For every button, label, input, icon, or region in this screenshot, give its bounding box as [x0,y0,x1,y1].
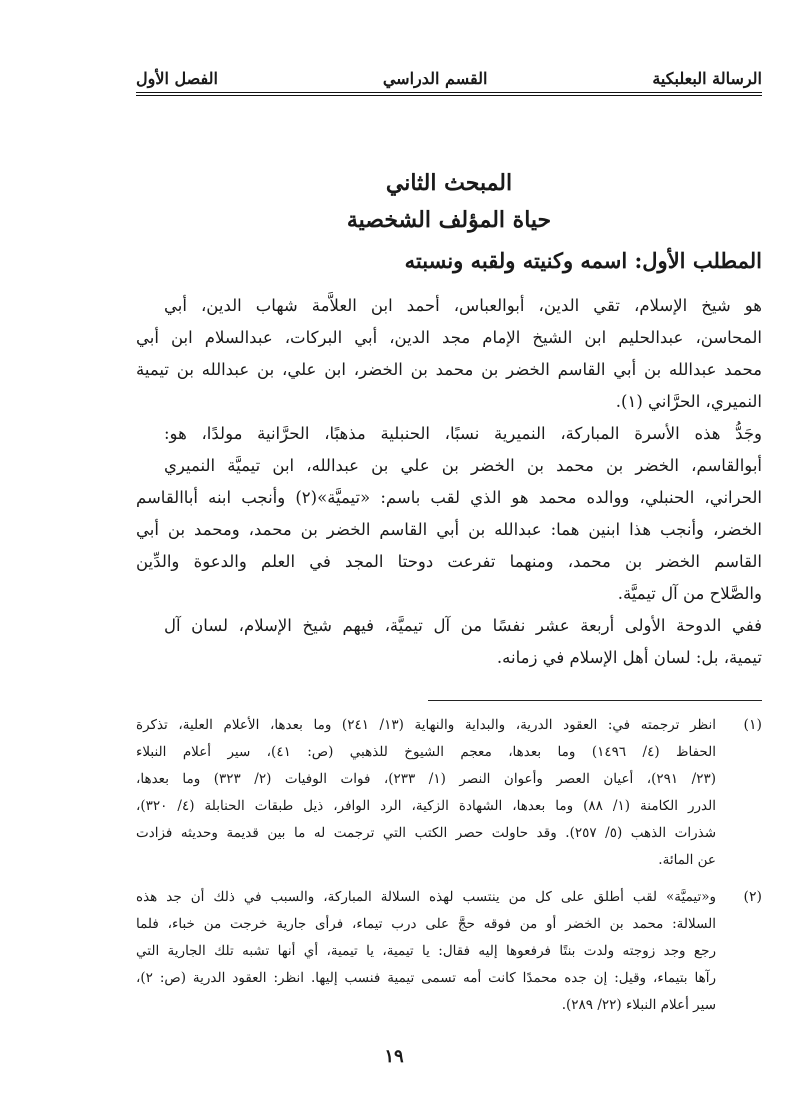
footnote-number: (١) [743,717,762,733]
header-rule [136,92,762,96]
footnote-number: (٢) [743,889,762,905]
footnote-line: انظر ترجمته في: العقود الدرية، والبداية والنهاية (١٣/ ٢٤١) وما بعدها، الأعلام العلية، تذكرة [136,717,716,733]
header-book-title: الرسالة البعلبكية [652,69,762,88]
footnote-line: عن المائة. [658,852,716,868]
footnote-line: السلالة: محمد بن الخضر أو من فوقه حجَّ على درب تيماء، فرأى جارية خرجت من خباء، فلما [136,916,716,932]
section-heading: المبحث الثاني [385,170,513,196]
body-line: القاسم الخضر بن محمد، ومنهما تفرعت دوحتا المجد في العلم والدعوة والدِّين [136,552,762,571]
section-title: حياة المؤلف الشخصية [346,207,552,233]
body-line: تيمية، بل: لسان أهل الإسلام في زمانه. [496,648,762,667]
body-line: الحراني، الحنبلي، ووالده محمد هو الذي لقب باسم: «تيميَّة»(٢) وأنجب ابنه أباالقاسم [136,488,762,507]
footnote-line: الدرر الكامنة (١/ ٨٨) وما بعدها، الشهادة الزكية، الرد الوافر، ذيل طبقات الحنابلة (٤/ ٣٢٠)، [136,798,716,814]
body-line: ففي الدوحة الأولى أربعة عشر نفسًا من آل تيميَّة، فيهم شيخ الإسلام، لسان آل [164,616,762,635]
header-part-title: القسم الدراسي [382,69,488,88]
body-line: وجَدُّ هذه الأسرة المباركة، النميرية نسبًا، الحنبلية مذهبًا، الحرَّانية مولدًا، هو: [164,424,762,443]
body-line: الخضر، وأنجب هذا ابنين هما: عبدالله بن أبي القاسم الخضر بن محمد، ومحمد بن أبي [136,520,762,539]
page-number: ١٩ [384,1046,404,1067]
footnote-line: (٢٣/ ٢٩١)، أعيان العصر وأعوان النصر (١/ ٢٣٣)، فوات الوفيات (٢/ ٣٢٣) وما بعدها، [136,771,716,787]
footnote-line: رآها بتيماء، وقيل: إن جده محمدًا كانت أمه تسمى تيمية فنسب إليها. انظر: العقود الدرية (ص: ٢)، [136,970,716,986]
header-chapter-title: الفصل الأول [136,69,218,88]
body-line: محمد عبدالله بن أبي القاسم الخضر بن محمد بن الخضر، ابن علي، بن عبدالله بن تيمية [136,360,762,379]
subsection-heading: المطلب الأول: اسمه وكنيته ولقبه ونسبته [404,248,762,273]
body-line: النميري، الحرَّاني (١). [615,392,762,411]
body-line: المحاسن، عبدالحليم ابن الشيخ الإمام مجد الدين، أبي البركات، عبدالسلام ابن أبي [136,328,762,347]
footnote-separator [428,700,762,701]
footnote-line: الحفاظ (٤/ ١٤٩٦) وما بعدها، معجم الشيوخ للذهبي (ص: ٤١)، سير أعلام النبلاء [136,744,716,760]
body-line: أبوالقاسم، الخضر بن محمد بن الخضر بن علي بن عبدالله، ابن تيميَّة النميري [164,456,762,475]
footnote-line: و«تيميَّة» لقب أطلق على كل من ينتسب لهذه السلالة المباركة، والسبب في ذلك أن جد هذه [136,889,716,905]
footnote-line: رجع وجد زوجته ولدت بنتًا فرفعوها إليه فقال: يا تيمية، يا تيمية، أي أنها تشبه تلك الجارية التي [136,943,716,959]
running-header [136,60,762,88]
footnote-line: سير أعلام النبلاء (٢٢/ ٢٨٩). [561,997,716,1013]
footnote-line: شذرات الذهب (٥/ ٢٥٧). وقد حاولت حصر الكتب التي ترجمت له ما بين قديمة وحديثه فزادت [136,825,716,841]
body-line: والصَّلاح من آل تيميَّة. [617,584,762,603]
body-line: هو شيخ الإسلام، تقي الدين، أبوالعباس، أحمد ابن العلاَّمة شهاب الدين، أبي [164,296,762,315]
